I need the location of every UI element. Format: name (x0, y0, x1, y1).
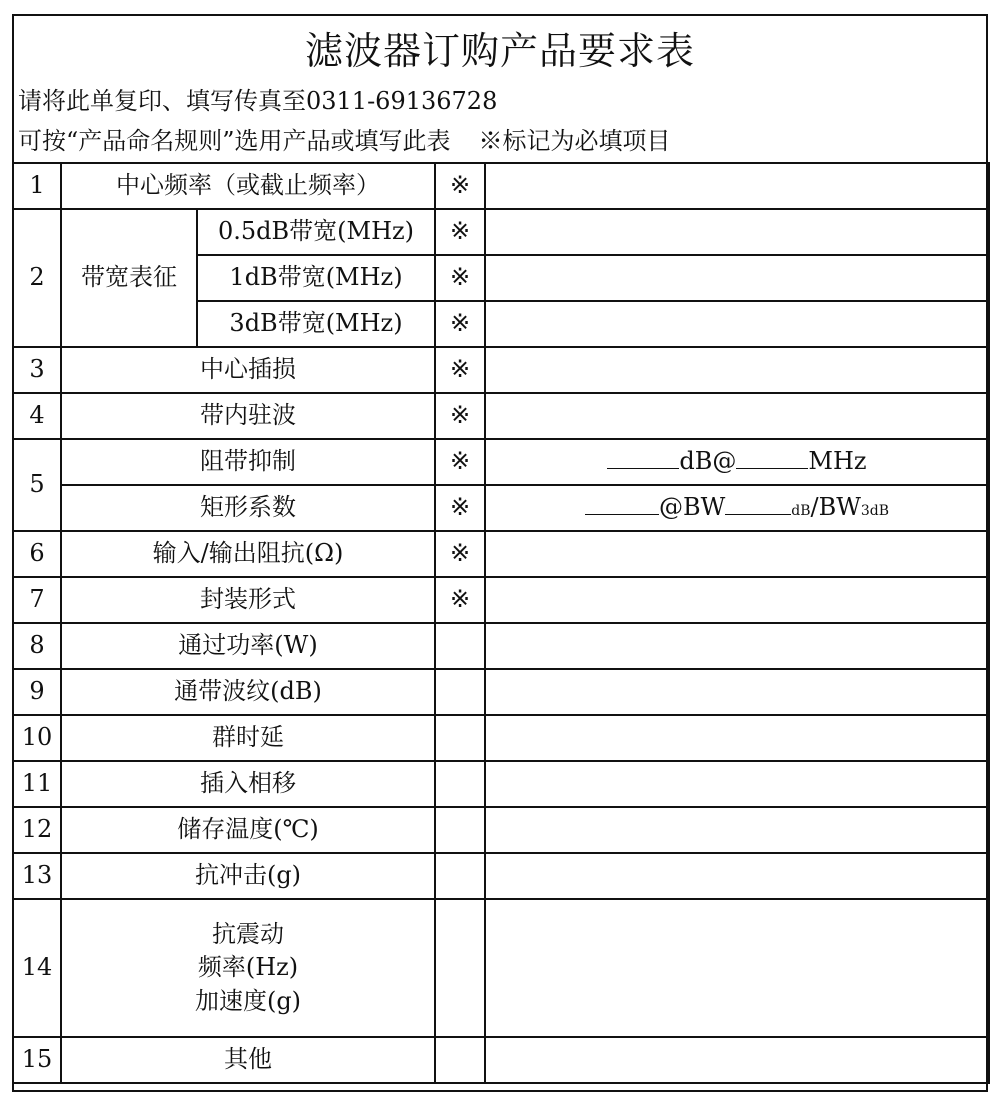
row-number: 4 (13, 393, 61, 439)
required-mark: ※ (435, 255, 485, 301)
value-cell-vibration[interactable] (485, 899, 989, 1037)
form-title: 滤波器订购产品要求表 (304, 28, 695, 73)
table-row (13, 899, 989, 1037)
table-row (13, 163, 989, 209)
required-mark-empty (435, 807, 485, 853)
required-mark: ※ (435, 209, 485, 255)
sub-label-0.5db-bandwidth: 0.5dB带宽(MHz) (197, 209, 435, 255)
value-cell-shock[interactable] (485, 853, 989, 899)
vibration-label: 抗震动 (212, 919, 284, 948)
row-label-bandwidth: 带宽表征 (61, 209, 197, 347)
row-label-shape-factor: 矩形系数 (61, 485, 435, 531)
value-cell-other[interactable] (485, 1037, 989, 1083)
requirements-table (12, 162, 990, 1084)
value-cell-0.5db-bandwidth[interactable] (485, 209, 989, 255)
blank-line[interactable] (736, 450, 808, 469)
required-mark: ※ (435, 163, 485, 209)
required-mark: ※ (435, 577, 485, 623)
required-mark-empty (435, 669, 485, 715)
required-mark: ※ (435, 531, 485, 577)
row-label-shock: 抗冲击(g) (61, 853, 435, 899)
unit-mhz: MHz (808, 447, 867, 476)
required-mark-empty (435, 1037, 485, 1083)
row-label-other: 其他 (61, 1037, 435, 1083)
required-mark: ※ (435, 301, 485, 347)
value-cell-impedance[interactable] (485, 531, 989, 577)
row-label-vswr: 带内驻波 (61, 393, 435, 439)
table-row (13, 853, 989, 899)
required-mark: ※ (435, 485, 485, 531)
table-row (13, 1037, 989, 1083)
value-cell-package[interactable] (485, 577, 989, 623)
row-label-stopband-rejection: 阻带抑制 (61, 439, 435, 485)
row-number: 7 (13, 577, 61, 623)
row-number: 12 (13, 807, 61, 853)
row-label-group-delay: 群时延 (61, 715, 435, 761)
row-label-vibration (61, 899, 435, 1037)
value-cell-3db-bandwidth[interactable] (485, 301, 989, 347)
row-label-package: 封装形式 (61, 577, 435, 623)
row-number: 9 (13, 669, 61, 715)
order-form (12, 14, 988, 1092)
blank-line[interactable] (725, 496, 791, 515)
table-row (13, 669, 989, 715)
selection-instruction-text: 可按“产品命名规则”选用产品或填写此表 (18, 126, 451, 155)
row-number: 11 (13, 761, 61, 807)
sub-label-1db-bandwidth: 1dB带宽(MHz) (197, 255, 435, 301)
table-row (13, 623, 989, 669)
required-legend: ※标记为必填项目 (478, 126, 671, 155)
row-label-phase-shift: 插入相移 (61, 761, 435, 807)
unit-at-bw: @BW (658, 493, 726, 522)
unit-slash-bw: /BW (810, 493, 861, 522)
row-number: 13 (13, 853, 61, 899)
table-row (13, 347, 989, 393)
row-number: 6 (13, 531, 61, 577)
row-number: 8 (13, 623, 61, 669)
row-label-insertion-loss: 中心插损 (61, 347, 435, 393)
table-row (13, 209, 989, 255)
blank-line[interactable] (585, 496, 659, 515)
vibration-acceleration-label: 加速度(g) (194, 986, 302, 1015)
table-row (13, 485, 989, 531)
row-number: 1 (13, 163, 61, 209)
row-number: 14 (13, 899, 61, 1037)
required-mark: ※ (435, 393, 485, 439)
value-cell-center-frequency[interactable] (485, 163, 989, 209)
value-cell-phase-shift[interactable] (485, 761, 989, 807)
table-row (13, 393, 989, 439)
value-cell-shape-factor[interactable] (485, 485, 989, 531)
unit-db-at: dB@ (679, 447, 737, 476)
value-cell-insertion-loss[interactable] (485, 347, 989, 393)
required-mark-empty (435, 853, 485, 899)
value-cell-passband-ripple[interactable] (485, 669, 989, 715)
value-cell-1db-bandwidth[interactable] (485, 255, 989, 301)
value-cell-stopband-rejection[interactable] (485, 439, 989, 485)
value-cell-group-delay[interactable] (485, 715, 989, 761)
table-row (13, 807, 989, 853)
required-mark-empty (435, 715, 485, 761)
row-label-power: 通过功率(W) (61, 623, 435, 669)
required-mark: ※ (435, 439, 485, 485)
table-row (13, 531, 989, 577)
required-mark-empty (435, 623, 485, 669)
row-number: 5 (13, 439, 61, 531)
row-number: 2 (13, 209, 61, 347)
table-row (13, 577, 989, 623)
required-mark: ※ (435, 347, 485, 393)
row-number: 10 (13, 715, 61, 761)
required-mark-empty (435, 761, 485, 807)
row-number: 3 (13, 347, 61, 393)
selection-instruction (14, 118, 986, 158)
blank-line[interactable] (607, 450, 679, 469)
row-label-impedance: 输入/输出阻抗(Ω) (61, 531, 435, 577)
unit-3db-subscript: 3dB (860, 503, 890, 520)
row-number: 15 (13, 1037, 61, 1083)
row-label-passband-ripple: 通带波纹(dB) (61, 669, 435, 715)
value-cell-storage-temperature[interactable] (485, 807, 989, 853)
row-label-storage-temperature: 储存温度(℃) (61, 807, 435, 853)
vibration-frequency-label: 频率(Hz) (197, 953, 299, 982)
table-row (13, 761, 989, 807)
row-label-center-frequency: 中心频率（或截止频率） (61, 163, 435, 209)
fax-instruction (14, 78, 986, 118)
unit-db-subscript: dB (791, 503, 811, 520)
sub-label-3db-bandwidth: 3dB带宽(MHz) (197, 301, 435, 347)
value-cell-power[interactable] (485, 623, 989, 669)
required-mark-empty (435, 899, 485, 1037)
fax-instruction-text: 请将此单复印、填写传真至0311-69136728 (18, 86, 498, 115)
value-cell-vswr[interactable] (485, 393, 989, 439)
table-row (13, 439, 989, 485)
table-row (13, 715, 989, 761)
